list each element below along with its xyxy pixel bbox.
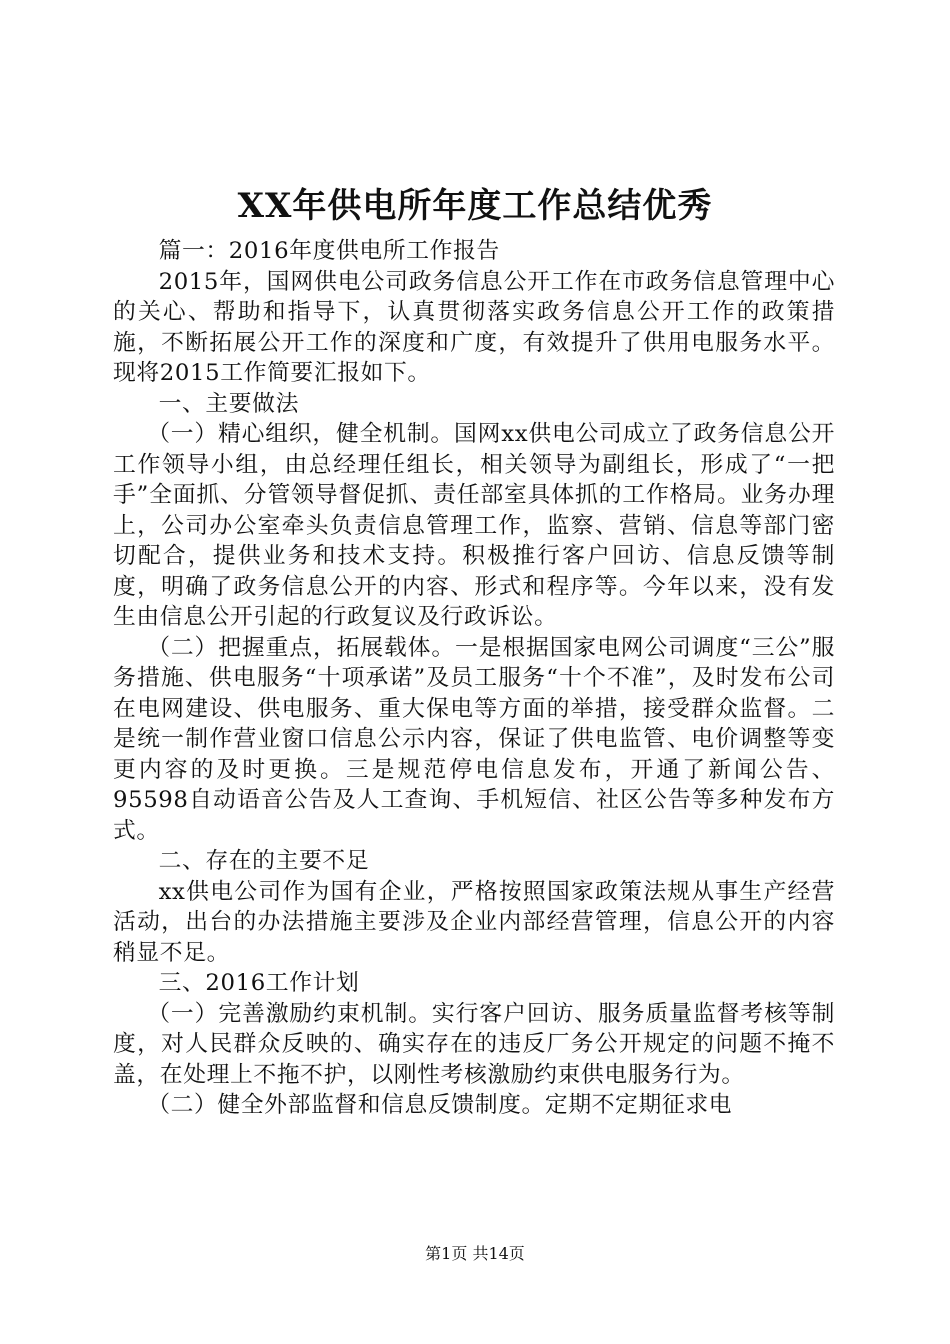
paragraph: （一）完善激励约束机制。实行客户回访、服务质量监督考核等制度，对人民群众反映的、确实存在的违反厂务公开规定的问题不掩不盖，在处理上不拖不护，以刚性考核激励约束供电服务行为。	[113, 1000, 835, 1088]
document-title: XX年供电所年度工作总结优秀	[237, 186, 713, 226]
paragraph: （二）健全外部监督和信息反馈制度。定期不定期征求电	[147, 1092, 733, 1118]
document-body	[113, 236, 835, 1121]
paragraph: 2015年，国网供电公司政务信息公开工作在市政务信息管理中心的关心、帮助和指导下，认真贯彻落实政务信息公开工作的政策措施，不断拓展公开工作的深度和广度，有效提升了供用电服务水平。现将2015工作简要汇报如下。	[113, 268, 835, 386]
paragraph: （二）把握重点，拓展载体。一是根据国家电网公司调度“三公”服务措施、供电服务“十项承诺”及员工服务“十个不准”，及时发布公司在电网建设、供电服务、重大保电等方面的举措，接受群众监督。二是统一制作营业窗口信息公示内容，保证了供电监管、电价调整等变更内容的及时更换。三是规范停电信息发布，开通了新闻公告、95598自动语音公告及人工查询、手机短信、社区公告等多种发布方式。	[113, 634, 835, 844]
paragraph: xx供电公司作为国有企业，严格按照国家政策法规从事生产经营活动，出台的办法措施主要涉及企业内部经营管理，信息公开的内容稍显不足。	[113, 878, 835, 966]
paragraph: 篇一：2016年度供电所工作报告	[158, 238, 500, 264]
section-heading: 三、2016工作计划	[158, 970, 360, 996]
section-heading: 二、存在的主要不足	[158, 848, 370, 874]
paragraph: （一）精心组织，健全机制。国网xx供电公司成立了政务信息公开工作领导小组，由总经理任组长，相关领导为副组长，形成了“一把手”全面抓、分管领导督促抓、责任部室具体抓的工作格局。业务办理上，公司办公室牵头负责信息管理工作，监察、营销、信息等部门密切配合，提供业务和技术支持。积极推行客户回访、信息反馈等制度，明确了政务信息公开的内容、形式和程序等。今年以来，没有发生由信息公开引起的行政复议及行政诉讼。	[113, 421, 835, 630]
section-heading: 一、主要做法	[158, 390, 299, 417]
page-footer: 第1页 共14页	[425, 1244, 525, 1263]
